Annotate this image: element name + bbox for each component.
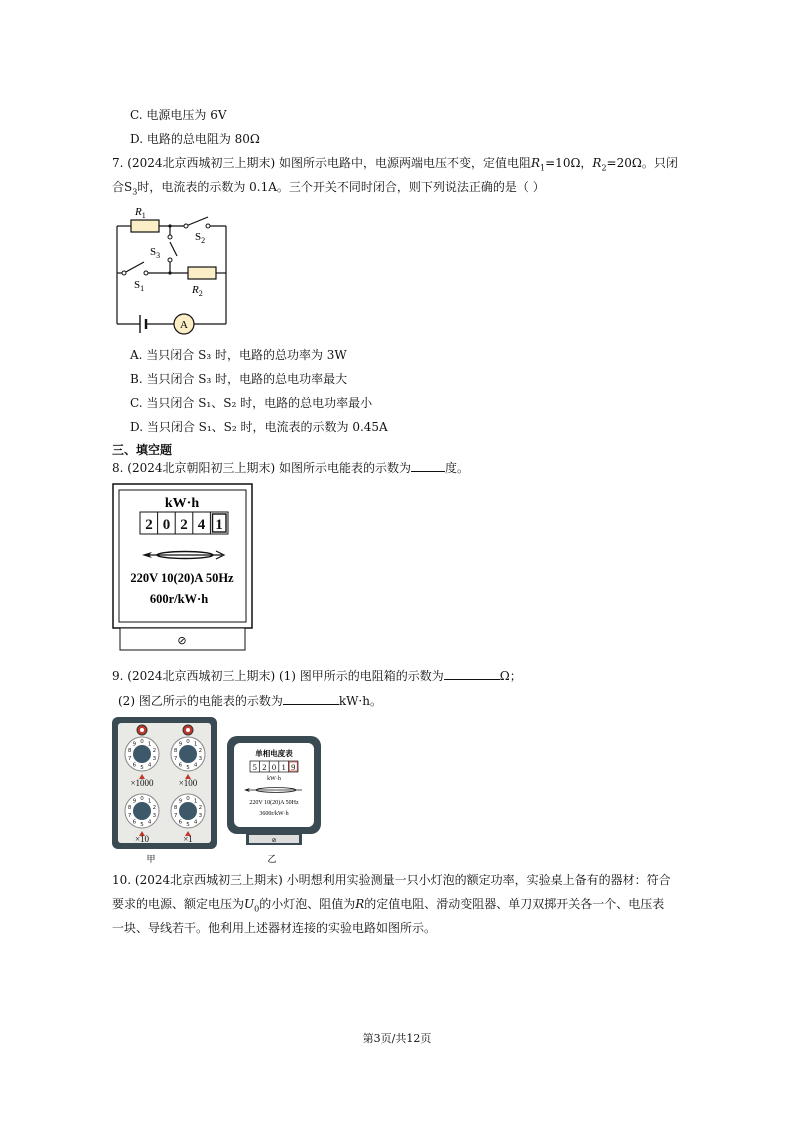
dial-tick-numeral: 0: [140, 739, 144, 745]
meter2-digit-3: 0: [271, 762, 277, 772]
meter2-digit-2: 2: [262, 762, 267, 772]
fig-caption-yi: 乙: [267, 855, 277, 865]
dial-tick-numeral: 1: [193, 798, 198, 805]
dial-label-100: ×100: [178, 778, 198, 788]
dial-tick-numeral: 8: [127, 748, 132, 754]
screw-icon: ⊘: [177, 634, 187, 647]
dial-tick-numeral: 6: [178, 762, 183, 769]
q10-line3: 一块、导线若干。他利用上述器材连接的实验电路如图所示。: [112, 921, 437, 935]
dial-tick-numeral: 9: [178, 798, 183, 805]
dial-tick-numeral: 3: [198, 813, 203, 819]
section-title: 三、填空题: [112, 443, 173, 457]
q9-answer-blank-2[interactable]: [283, 692, 339, 705]
ammeter-label: A: [180, 319, 188, 331]
screw-icon-2: ⊘: [271, 837, 277, 844]
q7-option-b: B. 当只闭合 S₃ 时，电路的总电功率最大: [130, 372, 348, 386]
s2-label: $S_2$: [195, 231, 206, 245]
meter2-title: 单相电度表: [255, 749, 293, 758]
dial-tick-numeral: 0: [186, 739, 190, 745]
q9-answer-blank-1[interactable]: [444, 667, 500, 680]
q7-option-a: A. 当只闭合 S₃ 时，电路的总功率为 3W: [130, 348, 347, 362]
dial-tick-numeral: 3: [152, 813, 157, 819]
dial-tick-numeral: 2: [152, 748, 157, 754]
dial-tick-numeral: 8: [173, 805, 178, 811]
meter-digit-4: 4: [197, 517, 206, 533]
dial-tick-numeral: 6: [132, 762, 137, 769]
meter2-rev: 3600r/kW·h: [259, 811, 289, 817]
dial-tick-numeral: 3: [198, 756, 203, 762]
q9-stem-1: 9. (2024北京西城初三上期末) (1) 图甲所示的电阻箱的示数为 Ω；: [112, 669, 522, 683]
dial-tick-numeral: 9: [178, 741, 183, 748]
s1-label: $S_1$: [134, 279, 145, 293]
s3-label: $S_3$: [150, 246, 161, 260]
dial-tick-numeral: 8: [173, 748, 178, 754]
dial-tick-numeral: 4: [193, 819, 198, 826]
dial-tick-numeral: 4: [147, 762, 152, 769]
meter-digit-5: 1: [215, 517, 223, 533]
q7-stem-line2: 合$S_3$时，电流表的示数为 0.1A。三个开关不同时闭合，则下列说法正确的是（ ）: [112, 180, 545, 197]
q8-stem: 8. (2024北京朝阳初三上期末) 如图所示电能表的示数为 度。: [112, 461, 469, 475]
q6-option-d: D. 电路的总电阻为 80Ω: [130, 132, 260, 146]
dial-label-1000: ×1000: [130, 778, 154, 788]
page-footer: 第3页/共12页: [362, 1032, 432, 1045]
dial-tick-numeral: 1: [147, 798, 152, 805]
q8-answer-blank[interactable]: [411, 459, 445, 472]
meter-digit-1: 2: [145, 517, 153, 533]
dial-tick-numeral: 0: [186, 796, 190, 802]
q9-resistance-box: [111, 716, 219, 866]
meter-unit: kW·h: [164, 496, 200, 511]
dial-tick-numeral: 8: [127, 805, 132, 811]
q7-option-d: D. 当只闭合 S₁、S₂ 时，电流表的示数为 0.45A: [130, 420, 388, 434]
meter2-spec: 220V 10(20)A 50Hz: [249, 800, 299, 806]
q9-energy-meter: [226, 735, 324, 865]
dial-tick-numeral: 7: [127, 756, 132, 762]
dial-tick-numeral: 4: [193, 762, 198, 769]
dial-tick-numeral: 5: [186, 822, 190, 828]
q7-stem-line1: 7. (2024北京西城初三上期末) 如图所示电路中，电源两端电压不变，定值电阻$R_1=10\Omega$，$R_2=20\Omega$。只闭: [112, 156, 678, 173]
dial-tick-numeral: 9: [132, 741, 137, 748]
q10-line2: 要求的电源、额定电压为$U_0$的小灯泡、阻值为R的定值电阻、滑动变阻器、单刀双掷开关各一个、电压表: [112, 897, 665, 914]
dial-tick-numeral: 1: [193, 741, 198, 748]
meter-digit-2: 0: [162, 517, 171, 533]
q6-option-c: C. 电源电压为 6V: [130, 108, 227, 122]
dial-tick-numeral: 6: [132, 819, 137, 826]
meter-digit-3: 2: [180, 517, 188, 533]
r2-label: $R_2$: [192, 284, 203, 298]
dial-tick-numeral: 5: [140, 822, 144, 828]
dial-label-10: ×10: [134, 834, 150, 844]
dial-tick-numeral: 9: [132, 798, 137, 805]
q9-stem-2: (2) 图乙所示的电能表的示数为 kW·h。: [118, 694, 382, 708]
q10-line1: 10. (2024北京西城初三上期末) 小明想利用实验测量一只小灯泡的额定功率，实验桌上备有的器材：符合: [112, 873, 671, 887]
q8-energy-meter: [112, 483, 254, 653]
meter2-digit-5: 9: [291, 762, 296, 772]
meter2-unit: kW·h: [267, 776, 281, 782]
r1-label: $R_1$: [135, 206, 146, 220]
dial-tick-numeral: 0: [140, 796, 144, 802]
meter-spec: 220V 10(20)A 50Hz: [130, 571, 234, 585]
q7-option-c: C. 当只闭合 S₁、S₂ 时，电路的总电功率最小: [130, 396, 373, 410]
dial-tick-numeral: 7: [173, 813, 178, 819]
fig-caption-jia: 甲: [146, 855, 156, 865]
meter2-digit-4: 1: [281, 762, 286, 772]
dial-tick-numeral: 5: [186, 765, 190, 771]
q7-circuit-diagram: [110, 200, 240, 335]
dial-tick-numeral: 6: [178, 819, 183, 826]
dial-tick-numeral: 3: [152, 756, 157, 762]
dial-tick-numeral: 2: [198, 748, 203, 754]
dial-label-1: ×1: [183, 834, 193, 844]
meter2-digit-1: 5: [252, 762, 257, 772]
dial-tick-numeral: 7: [173, 756, 178, 762]
dial-tick-numeral: 2: [152, 805, 157, 811]
dial-tick-numeral: 1: [147, 741, 152, 748]
dial-tick-numeral: 2: [198, 805, 203, 811]
meter-rev: 600r/kW·h: [149, 592, 209, 606]
dial-tick-numeral: 5: [140, 765, 144, 771]
dial-tick-numeral: 4: [147, 819, 152, 826]
dial-tick-numeral: 7: [127, 813, 132, 819]
